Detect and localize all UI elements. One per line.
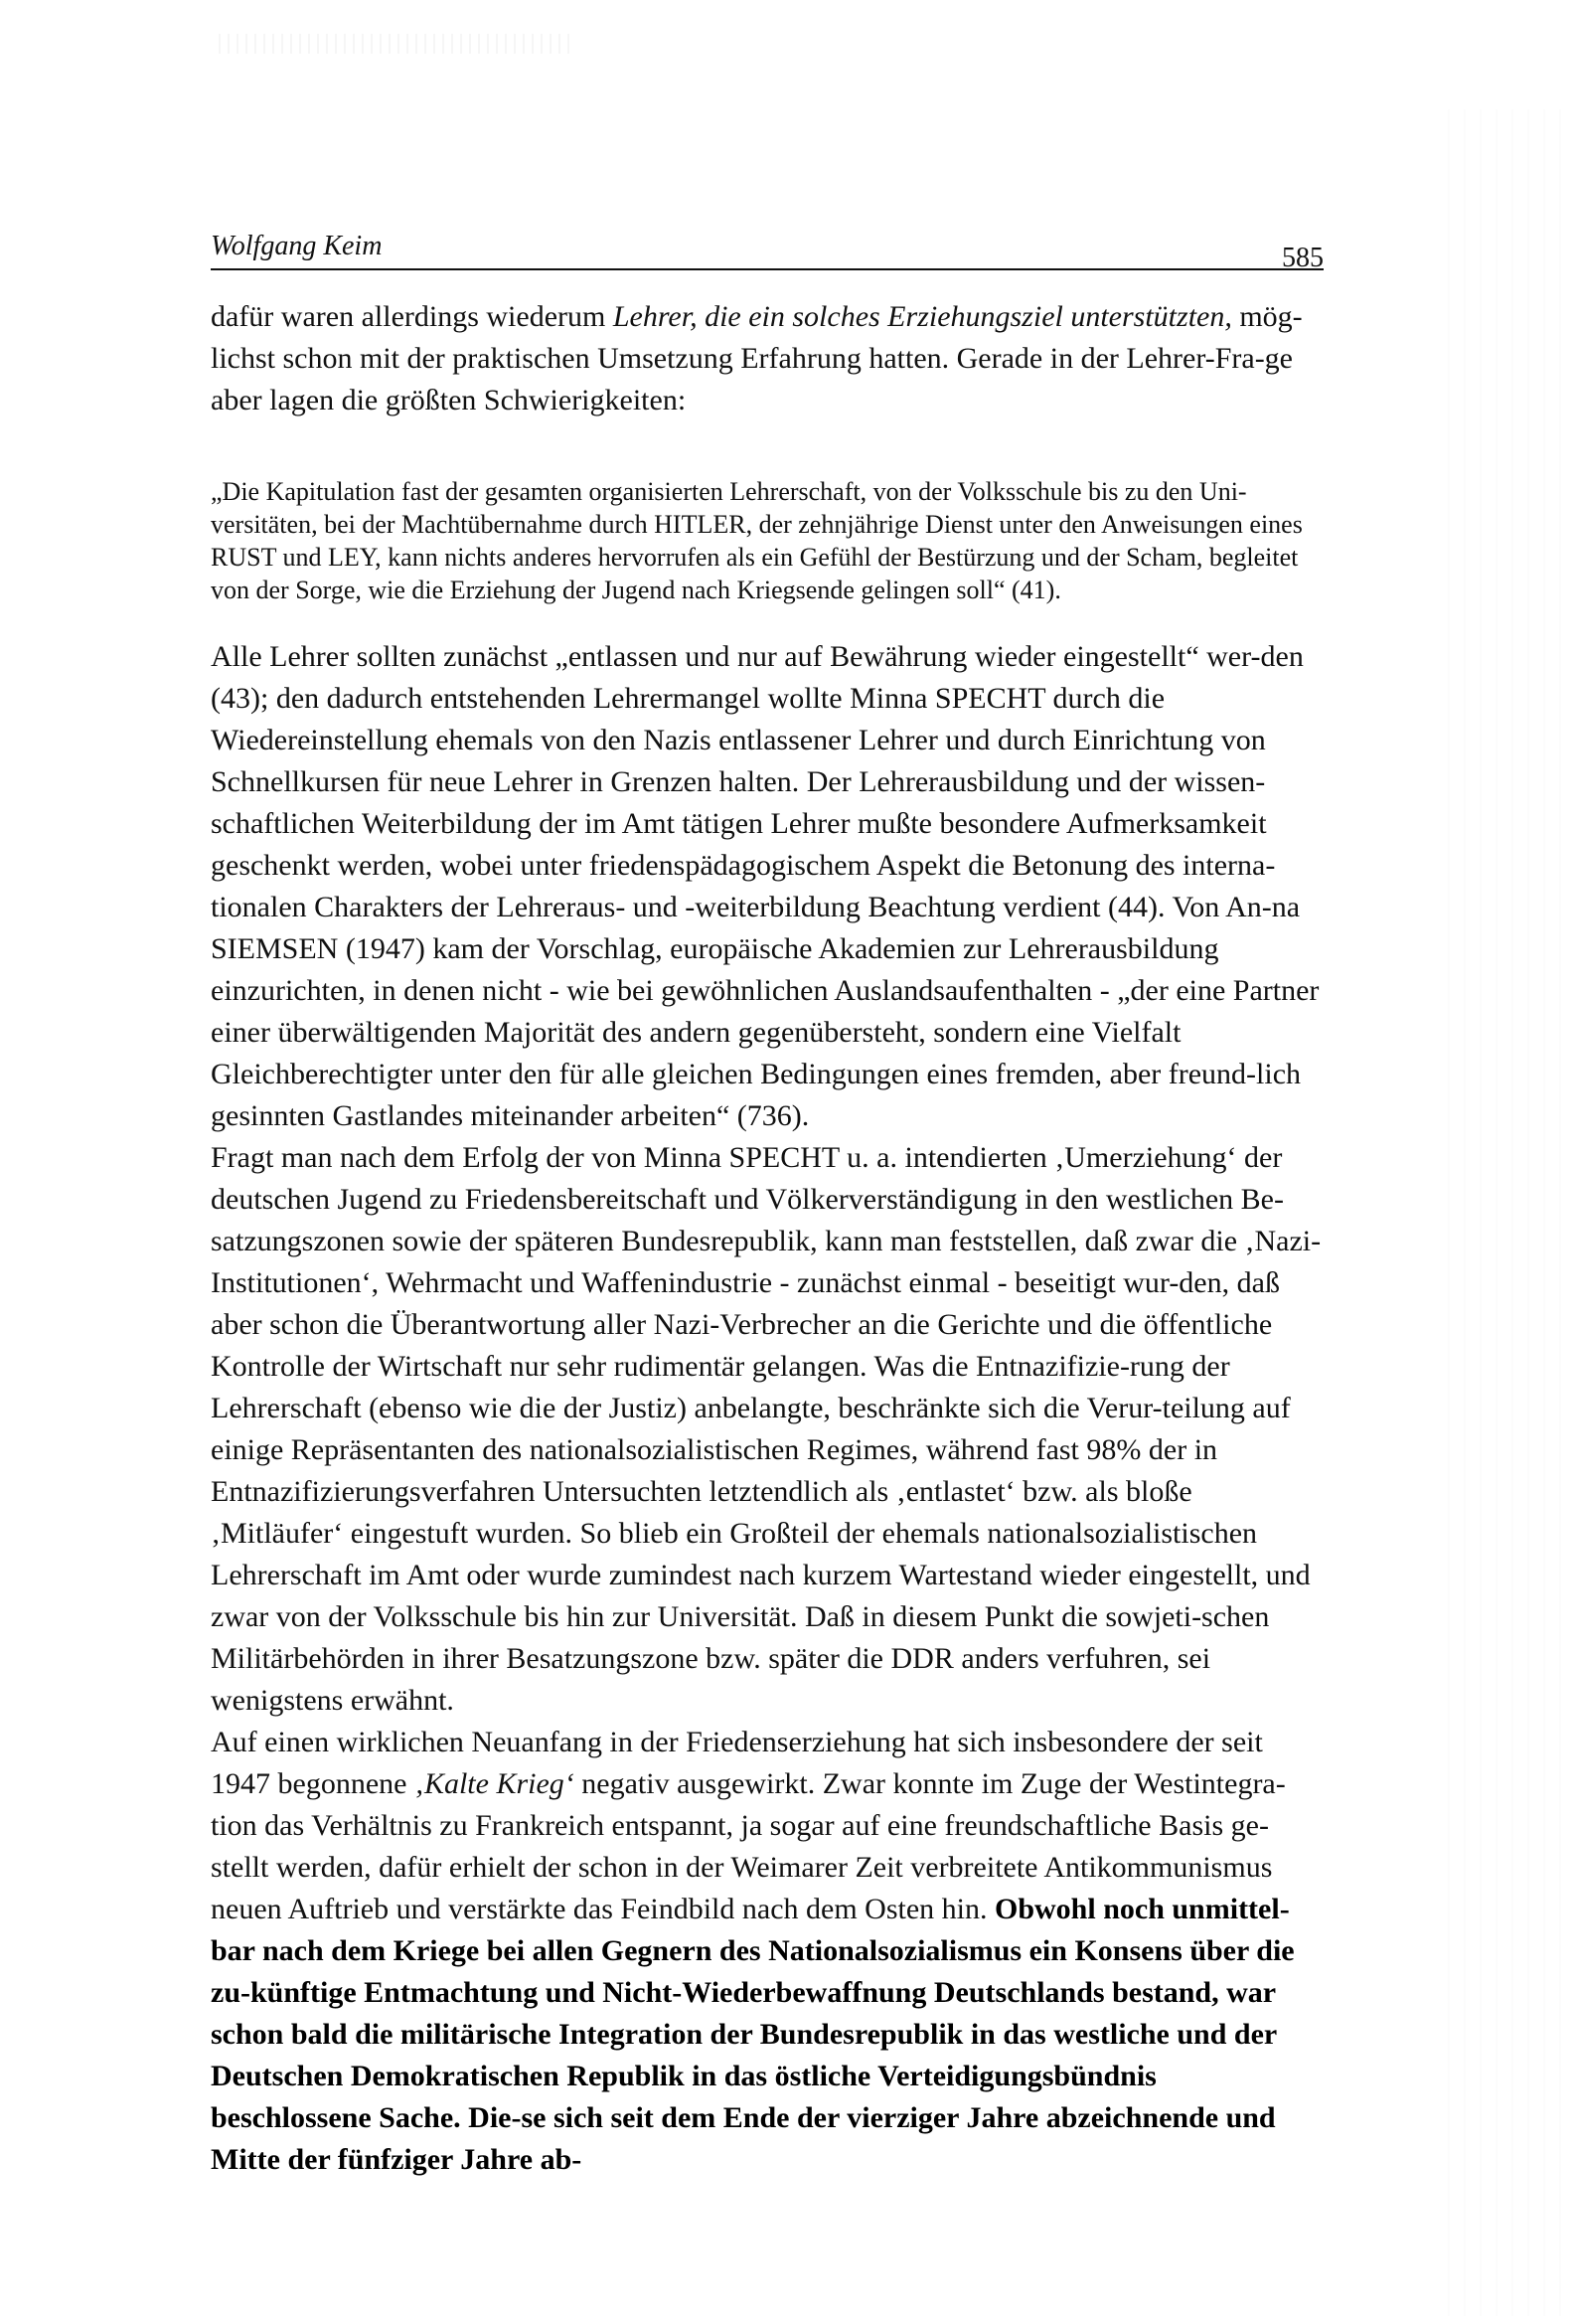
- header-author: Wolfgang Keim: [211, 231, 383, 261]
- paragraph-1: [211, 296, 1324, 421]
- paragraph-4-text-dark: Obwohl noch unmittel-bar nach dem Kriege bei allen Gegnern des Nationalsozialismus ein Konsens über die zu-künftige Entmachtung und Nicht-Wiederbewaffnung Deutschlands bestand, war schon bald die militärische Integration der Bundesrepublik in das westliche und der Deutschen Demokratischen Republik in das östliche Verteidigungsbündnis beschlossene Sache. Die-se sich seit dem Ende der vierziger Jahre abzeichnende und Mitte der fünfziger Jahre ab-: [211, 1893, 1295, 2176]
- paragraph-1-text-post: mög-lichst schon mit der praktischen Umsetzung Erfahrung hatten. Gerade in der Lehrer-Fra-ge aber lagen die größten Schwierigkeiten:: [211, 300, 1303, 416]
- paragraph-3: Fragt man nach dem Erfolg der von Minna SPECHT u. a. intendierten ‚Umerziehung‘ der deutschen Jugend zu Friedensbereitschaft und Völkerverständigung in den westlichen Be-satzungszonen sowie der späteren Bundesrepublik, kann man feststellen, daß zwar die ‚Nazi-Institutionen‘, Wehrmacht und Waffenindustrie - zunächst einmal - beseitigt wur-den, daß aber schon die Überantwortung aller Nazi-Verbrecher an die Gerichte und die öffentliche Kontrolle der Wirtschaft nur sehr rudimentär gelangen. Was die Entnazifizie-rung der Lehrerschaft (ebenso wie die der Justiz) anbelangte, beschränkte sich die Verur-teilung auf einige Repräsentanten des nationalsozialistischen Regimes, während fast 98% der in Entnazifizierungsverfahren Untersuchten letztendlich als ‚entlastet‘ bzw. als bloße ‚Mitläufer‘ eingestuft wurden. So blieb ein Großteil der ehemals nationalsozialistischen Lehrerschaft im Amt oder wurde zumindest nach kurzem Wartestand wieder eingestellt, und zwar von der Volksschule bis hin zur Universität. Daß in diesem Punkt die sowjeti-schen Militärbehörden in ihrer Besatzungszone bzw. später die DDR anders verfuhren, sei wenigstens erwähnt.: [211, 1141, 1322, 1717]
- paragraph-4-italic: ‚Kalte Krieg‘: [413, 1767, 574, 1800]
- page-number: 585: [1282, 243, 1324, 273]
- scan-artifact-right-edge: [1448, 109, 1567, 2316]
- paragraph-4-text-pre: Auf einen wirklichen Neuanfang in der Friedenserziehung hat sich insbesondere der seit 1947 begonnene: [211, 1726, 1263, 1800]
- scan-artifact-top: [219, 34, 576, 54]
- paragraph-4: [211, 1722, 1324, 2181]
- block-quote: „Die Kapitulation fast der gesamten organisierten Lehrerschaft, von der Volksschule bis zu den Uni-versitäten, bei der Machtübernahme durch HITLER, der zehnjährige Dienst unter den Anweisungen eines RUST und LEY, kann nichts anderes hervorrufen als ein Gefühl der Bestürzung und der Scham, begleitet von der Sorge, wie die Erziehung der Jugend nach Kriegsende gelingen soll“ (41).: [211, 477, 1303, 604]
- running-header: [211, 219, 1324, 273]
- paragraph-1-italic: Lehrer, die ein solches Erziehungsziel unterstützten,: [612, 300, 1232, 333]
- paragraph-2: Alle Lehrer sollten zunächst „entlassen und nur auf Bewährung wieder eingestellt“ wer-den (43); den dadurch entstehenden Lehrermangel wollte Minna SPECHT durch die Wiedereinstellung ehemals von den Nazis entlassener Lehrer und durch Einrichtung von Schnellkursen für neue Lehrer in Grenzen halten. Der Lehrerausbildung und der wissen-schaftlichen Weiterbildung der im Amt tätigen Lehrer mußte besondere Aufmerksamkeit geschenkt werden, wobei unter friedenspädagogischem Aspekt die Betonung des interna-tionalen Charakters der Lehreraus- und -weiterbildung Beachtung verdient (44). Von An-na SIEMSEN (1947) kam der Vorschlag, europäische Akademien zur Lehrerausbildung einzurichten, in denen nicht - wie bei gewöhnlichen Auslandsaufenthalten - „der eine Partner einer überwältigenden Majorität des andern gegenübersteht, sondern eine Vielfalt Gleichberechtigter unter den für alle gleichen Bedingungen eines fremden, aber freund-lich gesinnten Gastlandes miteinander arbeiten“ (736).: [211, 640, 1320, 1132]
- book-page: [211, 219, 1324, 2181]
- paragraph-4-text-light: negativ ausgewirkt. Zwar konnte im Zuge der Westintegra-tion das Verhältnis zu Frankreich entspannt, ja sogar auf eine freundschaftliche Basis ge-stellt werden, dafür erhielt der schon in der Weimarer Zeit verbreitete Antikommunismus neuen Auftrieb und verstärkte das Feindbild nach dem Osten hin.: [211, 1767, 1286, 1925]
- paragraph-1-text-pre: dafür waren allerdings wiederum: [211, 300, 613, 333]
